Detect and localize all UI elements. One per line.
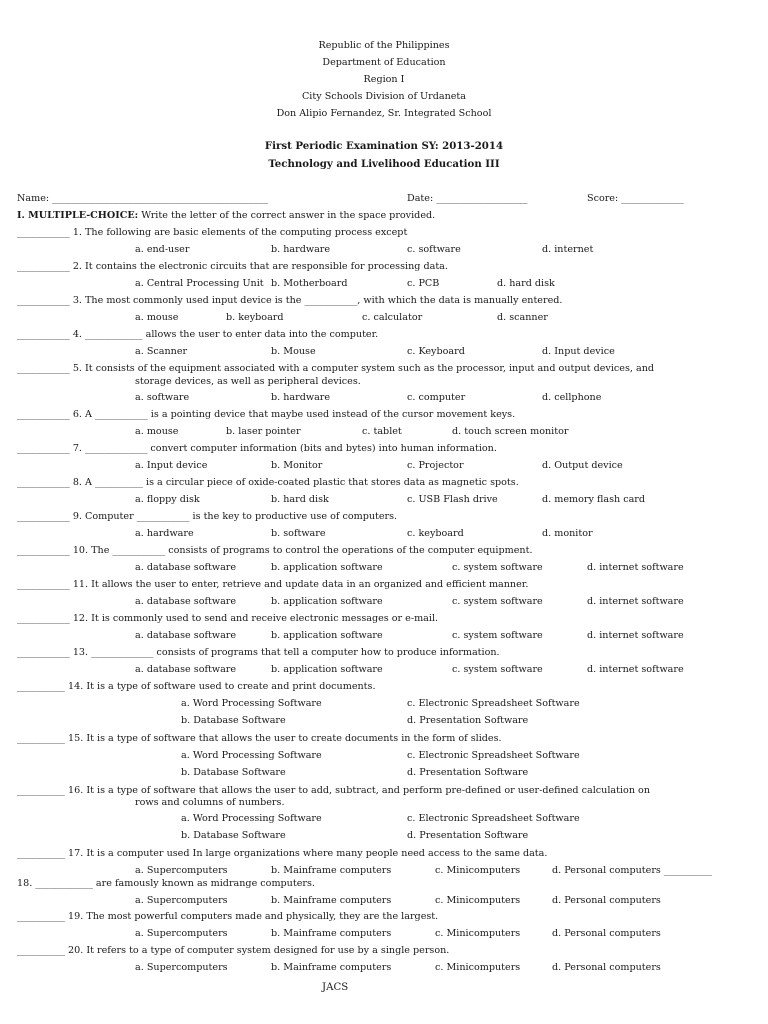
question-14: __________ 14. It is a type of software used to create and print documents. [17,681,376,692]
exam-title: First Periodic Examination SY: 2013-2014 [264,140,504,152]
question-7: ___________ 7. _____________ convert computer information (bits and bytes) into human information. [17,443,497,454]
question-17: __________ 17. It is a computer used In large organizations where many people need access to the same data. [17,848,548,859]
choice: c. software [407,244,461,255]
choice: d. Presentation Software [407,715,529,726]
choice: b. Database Software [181,715,286,726]
choice: d. monitor [542,528,593,539]
choice: d. Personal computers [552,962,661,973]
choice: a. software [135,392,190,403]
choice: b. hardware [271,392,331,403]
choice: c. Keyboard [407,346,465,357]
section-heading [17,210,435,221]
choice: a. database software [135,562,237,573]
question-4: ___________ 4. ____________ allows the user to enter data into the computer. [17,329,379,340]
question-20: __________ 20. It refers to a type of computer system designed for use by a single person. [17,945,450,956]
choice: d. Personal computers __________ [552,865,712,876]
choice: d. scanner [497,312,548,323]
choice: a. Word Processing Software [181,750,322,761]
choice: d. memory flash card [542,494,646,505]
choice: d. hard disk [497,278,555,289]
question-5: ___________ 5. It consists of the equipment associated with a computer system such as the processor, input and output devices, and [17,363,655,374]
header-division: City Schools Division of Urdaneta [301,91,467,102]
choice: a. Supercomputers [135,962,228,973]
choice: d. Input device [542,346,615,357]
choice: c. Minicomputers [435,962,521,973]
choice: d. Presentation Software [407,767,529,778]
question-12: ___________ 12. It is commonly used to send and receive electronic messages or e-mail. [17,613,439,624]
name-field[interactable]: Name: _____________________________________________ [17,193,269,204]
choice: c. keyboard [407,528,464,539]
choice: d. internet [542,244,594,255]
section-instruction: Write the letter of the correct answer in the space provided. [141,210,436,221]
choice: b. application software [271,630,383,641]
choice: a. Scanner [135,346,188,357]
choice: c. Electronic Spreadsheet Software [407,750,580,761]
choice: b. Mainframe computers [271,865,392,876]
choice: c. calculator [362,312,423,323]
choice: b. Monitor [271,460,323,471]
choice: a. hardware [135,528,194,539]
choice: b. hard disk [271,494,329,505]
question-15: __________ 15. It is a type of software that allows the user to create documents in the form of slides. [17,733,502,744]
choice: a. Central Processing Unit [135,278,264,289]
date-field[interactable]: Date: ___________________ [407,193,528,204]
question-13: ___________ 13. _____________ consists of programs that tell a computer how to produce information. [17,647,500,658]
choice: d. Output device [542,460,623,471]
choice: b. Database Software [181,830,286,841]
question-2: ___________ 2. It contains the electronic circuits that are responsible for processing data. [17,261,448,272]
choice: d. internet software [587,630,684,641]
choice: b. Motherboard [271,278,348,289]
choice: b. application software [271,664,383,675]
section-label: I. MULTIPLE-CHOICE: [17,210,139,221]
subject-title: Technology and Livelihood Education III [268,158,500,170]
choice: d. internet software [587,596,684,607]
choice: a. Word Processing Software [181,698,322,709]
question-9: ___________ 9. Computer ___________ is the key to productive use of computers. [17,511,398,522]
choice: c. PCB [407,278,440,289]
choice: d. Presentation Software [407,830,529,841]
question-1: ___________ 1. The following are basic elements of the computing process except [17,227,408,238]
question-16: __________ 16. It is a type of software that allows the user to add, subtract, and perform pre-defined or user-defined calculation on [17,785,651,796]
question-3: ___________ 3. The most commonly used input device is the ___________, with which the data is manually entered. [17,295,563,306]
header-region: Region I [363,74,405,85]
choice: a. Supercomputers [135,928,228,939]
question-10: ___________ 10. The ___________ consists of programs to control the operations of the computer equipment. [17,545,533,556]
header-department: Department of Education [322,57,446,68]
choice: b. application software [271,562,383,573]
header-school: Don Alipio Fernandez, Sr. Integrated School [276,108,492,119]
choice: a. database software [135,664,237,675]
choice: a. mouse [135,426,179,437]
choice: b. Mouse [271,346,316,357]
choice: b. software [271,528,326,539]
question-6: ___________ 6. A ___________ is a pointing device that maybe used instead of the cursor movement keys. [17,409,516,420]
choice: b. application software [271,596,383,607]
question-19: __________ 19. The most powerful computers made and physically, they are the largest. [17,911,439,922]
choice: c. system software [452,562,543,573]
choice: c. Projector [407,460,464,471]
choice: b. laser pointer [226,426,301,437]
choice: a. Supercomputers [135,895,228,906]
choice: a. floppy disk [135,494,200,505]
question-5-cont: storage devices, as well as peripheral devices. [135,376,361,387]
choice: c. Electronic Spreadsheet Software [407,698,580,709]
choice: d. cellphone [542,392,602,403]
choice: d. internet software [587,562,684,573]
choice: a. mouse [135,312,179,323]
choice: b. Mainframe computers [271,895,392,906]
choice: a. Input device [135,460,208,471]
choice: a. Word Processing Software [181,813,322,824]
choice: d. Personal computers [552,895,661,906]
question-11: ___________ 11. It allows the user to enter, retrieve and update data in an organized and efficient manner. [17,579,529,590]
choice: a. end-user [135,244,190,255]
choice: c. Minicomputers [435,865,521,876]
choice: c. system software [452,630,543,641]
choice: b. Mainframe computers [271,928,392,939]
choice: c. computer [407,392,466,403]
choice: c. tablet [362,426,402,437]
score-field[interactable]: Score: _____________ [587,193,684,204]
choice: c. Electronic Spreadsheet Software [407,813,580,824]
choice: a. database software [135,630,237,641]
footer-initials: JACS [322,982,349,993]
choice: c. system software [452,596,543,607]
choice: b. keyboard [226,312,284,323]
header-republic: Republic of the Philippines [318,40,450,51]
choice: c. Minicomputers [435,895,521,906]
choice: d. internet software [587,664,684,675]
choice: c. system software [452,664,543,675]
choice: d. Personal computers [552,928,661,939]
choice: b. hardware [271,244,331,255]
question-18: 18. ____________ are famously known as midrange computers. [17,878,315,889]
question-16-cont: rows and columns of numbers. [135,797,285,808]
choice: b. Mainframe computers [271,962,392,973]
choice: a. database software [135,596,237,607]
choice: c. USB Flash drive [407,494,498,505]
choice: b. Database Software [181,767,286,778]
choice: d. touch screen monitor [452,426,569,437]
question-8: ___________ 8. A __________ is a circular piece of oxide-coated plastic that stores data as magnetic spots. [17,477,519,488]
choice: c. Minicomputers [435,928,521,939]
choice: a. Supercomputers [135,865,228,876]
